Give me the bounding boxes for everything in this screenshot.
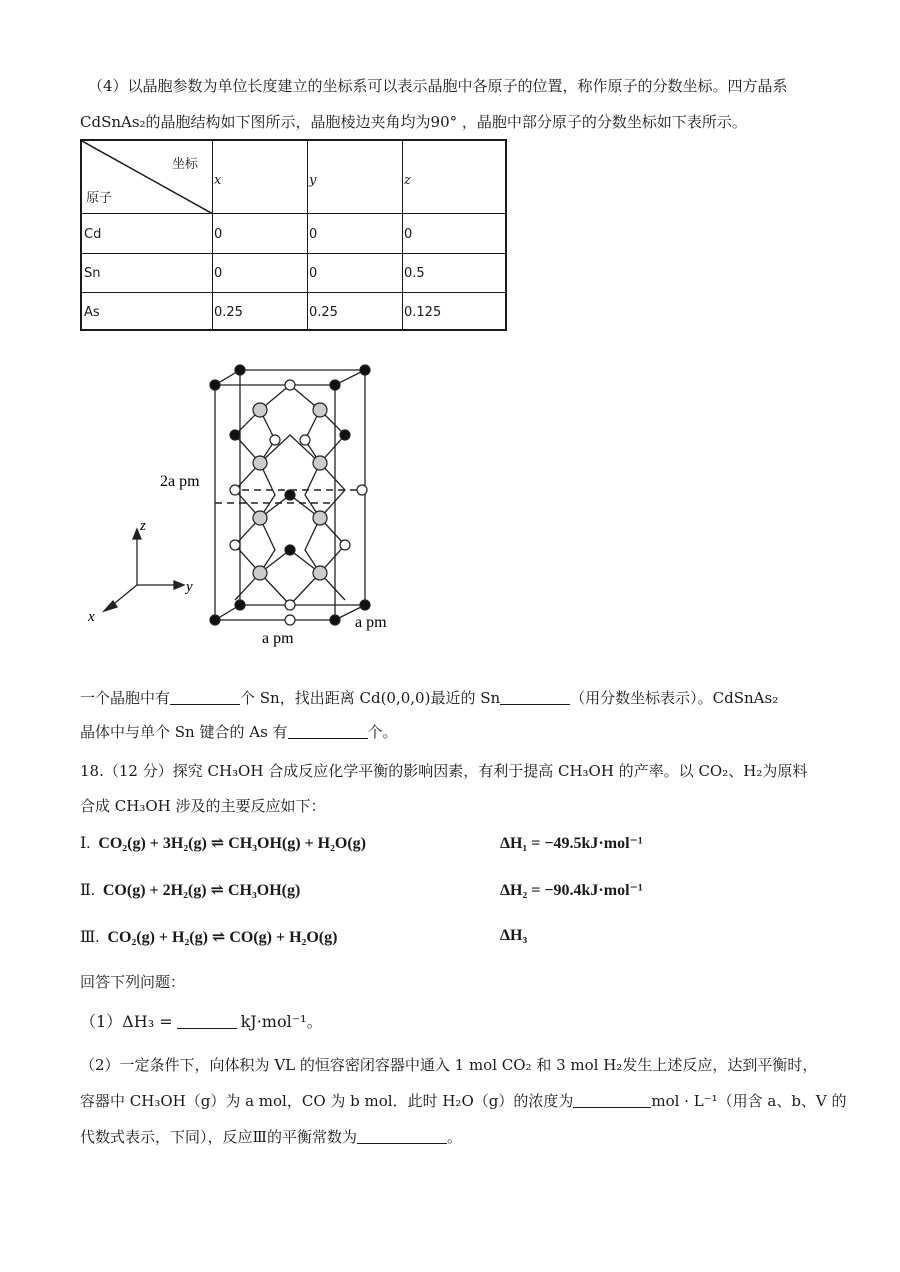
width-label-right: a pm	[355, 614, 387, 631]
sub-question-2-line-3: 代数式表示，下同），反应Ⅲ的平衡常数为 。	[80, 1128, 462, 1146]
table-cell-z: 0.5	[404, 266, 425, 281]
q4-question-line-2: 晶体中与单个 Sn 键合的 As 有 个。	[80, 723, 398, 741]
crystal-cell-figure	[80, 355, 410, 655]
table-cell-x: 0	[214, 266, 223, 281]
reaction-3-enthalpy: ΔH₃	[500, 927, 528, 944]
answer-blank[interactable]	[288, 722, 368, 739]
column-header-x: x	[214, 173, 222, 188]
q4-question-line-1: 一个晶胞中有 个 Sn，找出距离 Cd(0,0,0)最近的 Sn （用分数坐标表示）。CdSnAs₂	[80, 689, 779, 707]
column-header-z: z	[404, 173, 411, 188]
answer-blank[interactable]	[573, 1091, 651, 1108]
width-label-bottom: a pm	[262, 630, 294, 647]
table-cell-y: 0	[309, 266, 318, 281]
q18-intro-line-2: 合成 CH₃OH 涉及的主要反应如下：	[80, 797, 326, 815]
reaction-2: Ⅱ. CO(g) + 2H₂(g) ⇌ CH₃OH(g)	[80, 882, 301, 899]
q18-intro-line-1: 18.（12 分）探究 CH₃OH 合成反应化学平衡的影响因素，有利于提高 CH₃OH 的产率。以 CO₂、H₂为原料	[80, 762, 808, 780]
coordinates-table	[80, 139, 507, 331]
axis-z-label: z	[140, 518, 146, 534]
reaction-2-enthalpy: ΔH₂ = −90.4kJ·mol⁻¹	[500, 882, 643, 899]
table-cell-x: 0	[214, 227, 223, 242]
axis-y-label: y	[186, 579, 193, 595]
table-cell-atom: As	[84, 305, 100, 320]
table-cell-z: 0.125	[404, 305, 442, 320]
column-header-y: y	[309, 173, 317, 188]
reaction-3: Ⅲ. CO₂(g) + H₂(g) ⇌ CO(g) + H₂O(g)	[80, 929, 338, 946]
answer-blank[interactable]	[500, 688, 570, 705]
sub-question-2-line-1: （2）一定条件下，向体积为 VL 的恒容密闭容器中通入 1 mol CO₂ 和 3 mol H₂发生上述反应，达到平衡时，	[80, 1056, 818, 1074]
table-cell-z: 0	[404, 227, 413, 242]
table-cell-y: 0	[309, 227, 318, 242]
height-label: 2a pm	[160, 473, 200, 490]
answer-prompt: 回答下列问题：	[80, 973, 186, 991]
axis-x-label: x	[88, 609, 95, 625]
answer-blank[interactable]	[177, 1012, 237, 1029]
intro-line-1: （4）以晶胞参数为单位长度建立的坐标系可以表示晶胞中各原子的位置，称作原子的分数坐标。四方晶系	[88, 77, 788, 95]
sub-question-2-line-2: 容器中 CH₃OH（g）为 a mol，CO 为 b mol．此时 H₂O（g）的浓度为 mol · L⁻¹（用含 a、b、V 的	[80, 1092, 847, 1110]
table-cell-atom: Cd	[84, 227, 102, 242]
intro-line-2: CdSnAs₂的晶胞结构如下图所示，晶胞棱边夹角均为90° ，晶胞中部分原子的分数坐标如下表所示。	[80, 113, 747, 131]
table-corner-header-atom: 原子	[86, 191, 113, 206]
reaction-1: Ⅰ. CO₂(g) + 3H₂(g) ⇌ CH₃OH(g) + H₂O(g)	[80, 835, 367, 852]
table-cell-x: 0.25	[214, 305, 243, 320]
sub-question-1: （1）ΔH₃ = kJ·mol⁻¹。	[80, 1012, 323, 1031]
answer-blank[interactable]	[170, 688, 240, 705]
table-cell-atom: Sn	[84, 266, 101, 281]
table-corner-header-coordinate: 坐标	[172, 157, 199, 172]
answer-blank[interactable]	[357, 1127, 447, 1144]
table-cell-y: 0.25	[309, 305, 338, 320]
reaction-1-enthalpy: ΔH₁ = −49.5kJ·mol⁻¹	[500, 835, 643, 852]
